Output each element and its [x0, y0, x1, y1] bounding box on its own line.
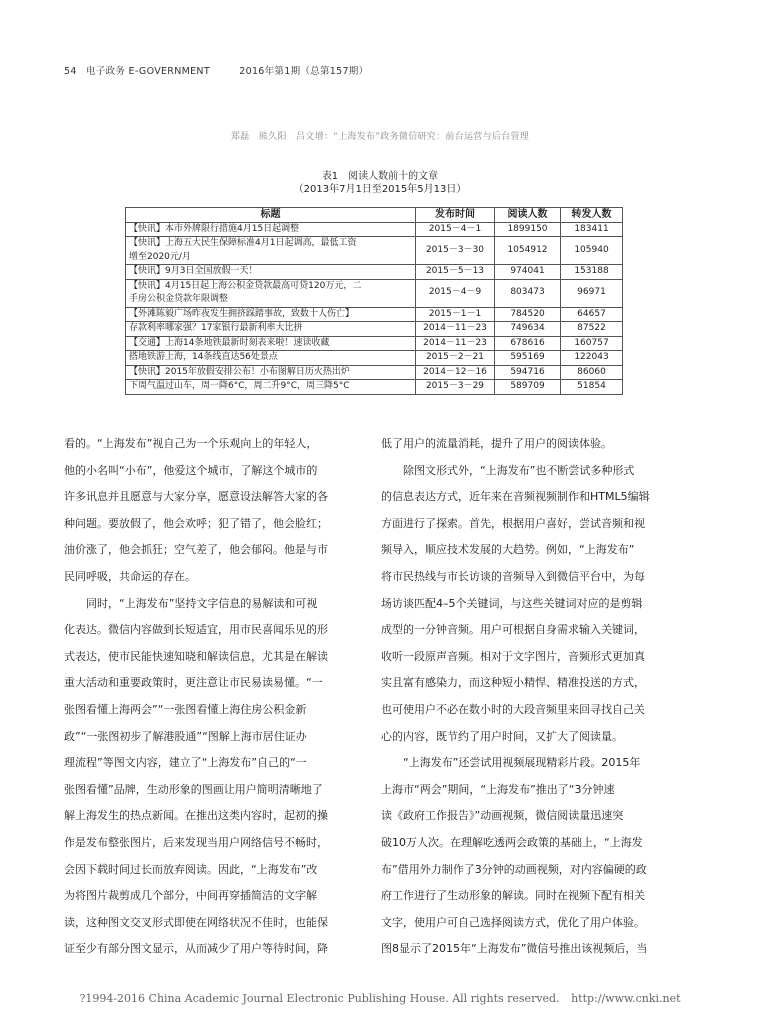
article-title-cell	[126, 365, 416, 380]
article-title-cell	[126, 380, 416, 395]
table-row	[126, 265, 623, 280]
table-row	[126, 307, 623, 322]
publish-date-cell: 2015－4－9	[416, 279, 495, 307]
article-title-cell	[126, 307, 416, 322]
article-title-line: 手房公积金贷款年限调整	[129, 294, 229, 304]
text-line: 油价涨了，他会抓狂；空气差了，他会郁闷。他是与市	[64, 543, 328, 557]
journal-name: 电子政务 E-GOVERNMENT	[86, 66, 210, 77]
text-line: 许多讯息并且愿意与大家分享，愿意设法解答大家的各	[64, 490, 328, 504]
column-header-date: 发布时间	[416, 208, 495, 223]
article-title-cell	[126, 351, 416, 366]
table-row	[126, 351, 623, 366]
article-title-line: 【快讯】9月3日全国放假一天！	[129, 266, 258, 276]
text-line: 化表达。微信内容做到长短适宜，用市民喜闻乐见的形	[64, 623, 328, 637]
text-line: 上海市“两会”期间，“上海发布”推出了“3分钟速	[381, 782, 615, 796]
text-line: 张图看懂上海两会”“一张图看懂上海住房公积金新	[64, 702, 307, 716]
cnki-url: http://www.cnki.net	[571, 992, 681, 1005]
reads-cell: 974041	[495, 265, 561, 280]
shares-cell: 105940	[561, 237, 623, 265]
text-line: 方面进行了探索。首先，根据用户喜好，尝试音频和视	[381, 516, 645, 530]
reads-cell: 749634	[495, 322, 561, 337]
text-line: 证至少有部分图文显示，从而减少了用户等待时间，降	[64, 942, 328, 956]
reads-cell: 803473	[495, 279, 561, 307]
text-line: 为将图片裁剪成几个部分，中间再穿插简洁的文字解	[64, 889, 317, 903]
text-line: 频导入，顺应技术发展的大趋势。例如，“上海发布”	[381, 543, 635, 557]
shares-cell: 96971	[561, 279, 623, 307]
article-title-line: 存款利率哪家强？17家银行最新利率大比拼	[129, 323, 303, 333]
shares-cell: 122043	[561, 351, 623, 366]
article-title-line: 搭地铁游上海，14条线直达56处景点	[129, 352, 278, 362]
reads-cell: 594716	[495, 365, 561, 380]
text-line: 作是发布整张图片，后来发现当用户网络信号不畅时，	[64, 835, 328, 849]
publish-date-cell: 2015－2－21	[416, 351, 495, 366]
text-line: 心的内容，既节约了用户时间，又扩大了阅读量。	[381, 729, 623, 743]
text-line: 种问题。要放假了，他会欢呼；犯了错了，他会脸红；	[64, 516, 328, 530]
copyright-footer	[0, 992, 760, 1005]
text-line: 低了用户的流量消耗，提升了用户的阅读体验。	[381, 437, 612, 450]
running-head: 郑磊 熊久阳 吕文增：“上海发布”政务微信研究：前台运营与后台管理	[230, 132, 530, 142]
reads-cell: 678616	[495, 336, 561, 351]
text-line: 式表达，使市民能快速知晓和解读信息，尤其是在解读	[64, 649, 328, 663]
publish-date-cell: 2015－4－1	[416, 222, 495, 237]
article-title-line: 下周气温过山车，周一降6°C，周二升9°C，周三降5°C	[129, 381, 350, 391]
article-title-line: 【快讯】2015年放假安排公布！小布图解日历火热出炉	[129, 366, 350, 377]
article-title-cell	[126, 222, 416, 237]
table-row	[126, 380, 623, 395]
article-title-cell	[126, 265, 416, 280]
table-date-range: （2013年7月1日至2015年5月13日）	[293, 184, 467, 195]
table-row	[126, 279, 623, 307]
page-number: 54	[64, 66, 77, 77]
table-title: 表1 阅读人数前十的文章	[321, 171, 439, 182]
publish-date-cell: 2015－5－13	[416, 265, 495, 280]
text-line: 场访谈匹配4–5个关键词，与这些关键词对应的是剪辑	[381, 596, 643, 610]
text-line: 图8显示了2015年“上海发布”微信号推出该视频后，当	[381, 942, 648, 956]
article-title-line: 增至2020元/月	[129, 251, 191, 262]
text-line: 府工作进行了生动形象的解读。同时在视频下配有相关	[381, 889, 645, 903]
text-line: 收听一段原声音频。相对于文字图片，音频形式更加真	[381, 649, 645, 663]
text-line: 读《政府工作报告》”动画视频，微信阅读量迅速突	[381, 809, 624, 823]
publish-date-cell: 2015－1－1	[416, 307, 495, 322]
shares-cell: 153188	[561, 265, 623, 280]
reads-cell: 784520	[495, 307, 561, 322]
text-line: 实且富有感染力，而这种短小精悍、精准投送的方式，	[381, 676, 645, 690]
text-line: “上海发布”还尝试用视频展现精彩片段。2015年	[381, 756, 641, 770]
table-row	[126, 365, 623, 380]
table-header-row	[126, 208, 623, 223]
text-line: 解上海发生的热点新闻。在推出这类内容时，起初的操	[64, 809, 328, 823]
text-line: 重大活动和重要政策时，更注意让市民易读易懂。“一	[64, 676, 323, 690]
publish-date-cell: 2014－12－16	[416, 365, 495, 380]
article-title-line: 【快讯】本市外牌限行措施4月15日起调整	[129, 223, 300, 234]
text-line: 会因下载时间过长而放弃阅读。因此，“上海发布”改	[64, 862, 318, 876]
publish-date-cell: 2015－3－29	[416, 380, 495, 395]
column-header-shares: 转发人数	[561, 208, 623, 223]
article-title-cell	[126, 322, 416, 337]
table-row	[126, 336, 623, 351]
text-line: 文字，使用户可自己选择阅读方式，优化了用户体验。	[381, 915, 645, 929]
article-title-line: 【交通】上海14条地铁最新时刻表来啦！速读收藏	[129, 337, 330, 348]
text-line: 他的小名叫“小布”，他爱这个城市，了解这个城市的	[64, 463, 318, 477]
text-line: 张图看懂”品牌，生动形象的图画让用户简明清晰地了	[64, 782, 323, 796]
text-line: 除图文形式外，“上海发布”也不断尝试多种形式	[381, 463, 635, 477]
column-header-reads: 阅读人数	[495, 208, 561, 223]
issue-info: 2016年第1期（总第157期）	[239, 66, 369, 77]
article-title-line: 【外滩陈毅广场昨夜发生拥挤踩踏事故，致数十人伤亡】	[129, 308, 355, 319]
text-line: 布”借用外力制作了3分钟的动画视频，对内容偏硬的政	[381, 862, 647, 876]
text-line: 同时，“上海发布”坚持文字信息的易解读和可视	[64, 596, 318, 610]
text-line: 民同呼吸，共命运的存在。	[64, 569, 196, 583]
text-line: 看的。“上海发布”视自己为一个乐观向上的年轻人，	[64, 437, 318, 450]
body-right-column	[381, 431, 682, 963]
text-line: 理流程”等图文内容，建立了“上海发布”自己的“一	[64, 756, 307, 770]
text-line: 破10万人次。在理解吃透两会政策的基础上，“上海发	[381, 835, 643, 849]
text-line: 也可使用户不必在数小时的大段音频里来回寻找自己关	[381, 702, 645, 716]
shares-cell: 64657	[561, 307, 623, 322]
table-row	[126, 322, 623, 337]
copyright-text: ?1994-2016 China Academic Journal Electronic Publishing House. All rights reserved.	[79, 992, 560, 1005]
shares-cell: 86060	[561, 365, 623, 380]
shares-cell: 87522	[561, 322, 623, 337]
text-line: 读，这种图文交叉形式即使在网络状况不佳时，也能保	[64, 915, 328, 929]
reads-cell: 589709	[495, 380, 561, 395]
article-title-cell	[126, 237, 416, 265]
reads-cell: 595169	[495, 351, 561, 366]
table-caption	[64, 170, 696, 196]
publish-date-cell: 2015－3－30	[416, 237, 495, 265]
column-header-title: 标题	[126, 208, 416, 223]
article-title-cell	[126, 336, 416, 351]
body-left-column	[64, 431, 365, 963]
reads-cell: 1899150	[495, 222, 561, 237]
reading-stats-table	[125, 207, 623, 395]
shares-cell: 160757	[561, 336, 623, 351]
text-line: 成型的一分钟音频。用户可根据自身需求输入关键词，	[381, 623, 645, 637]
shares-cell: 51854	[561, 380, 623, 395]
text-line: 将市民热线与市长访谈的音频导入到微信平台中，为每	[381, 569, 645, 583]
publish-date-cell: 2014－11－23	[416, 322, 495, 337]
article-title-line: 【快讯】4月15日起上海公积金贷款最高可贷120万元，二	[129, 280, 362, 291]
page-header	[64, 63, 704, 77]
article-title-cell	[126, 279, 416, 307]
article-title-line: 【快讯】上海五大民生保障标准4月1日起调高，最低工资	[129, 238, 357, 248]
shares-cell: 183411	[561, 222, 623, 237]
table-row	[126, 222, 623, 237]
text-line: 政”“一张图初步了解港股通”“图解上海市居住证办	[64, 729, 307, 743]
publish-date-cell: 2014－11－23	[416, 336, 495, 351]
reads-cell: 1054912	[495, 237, 561, 265]
text-line: 的信息表达方式，近年来在音频视频制作和HTML5编辑	[381, 490, 650, 504]
table-row	[126, 237, 623, 265]
